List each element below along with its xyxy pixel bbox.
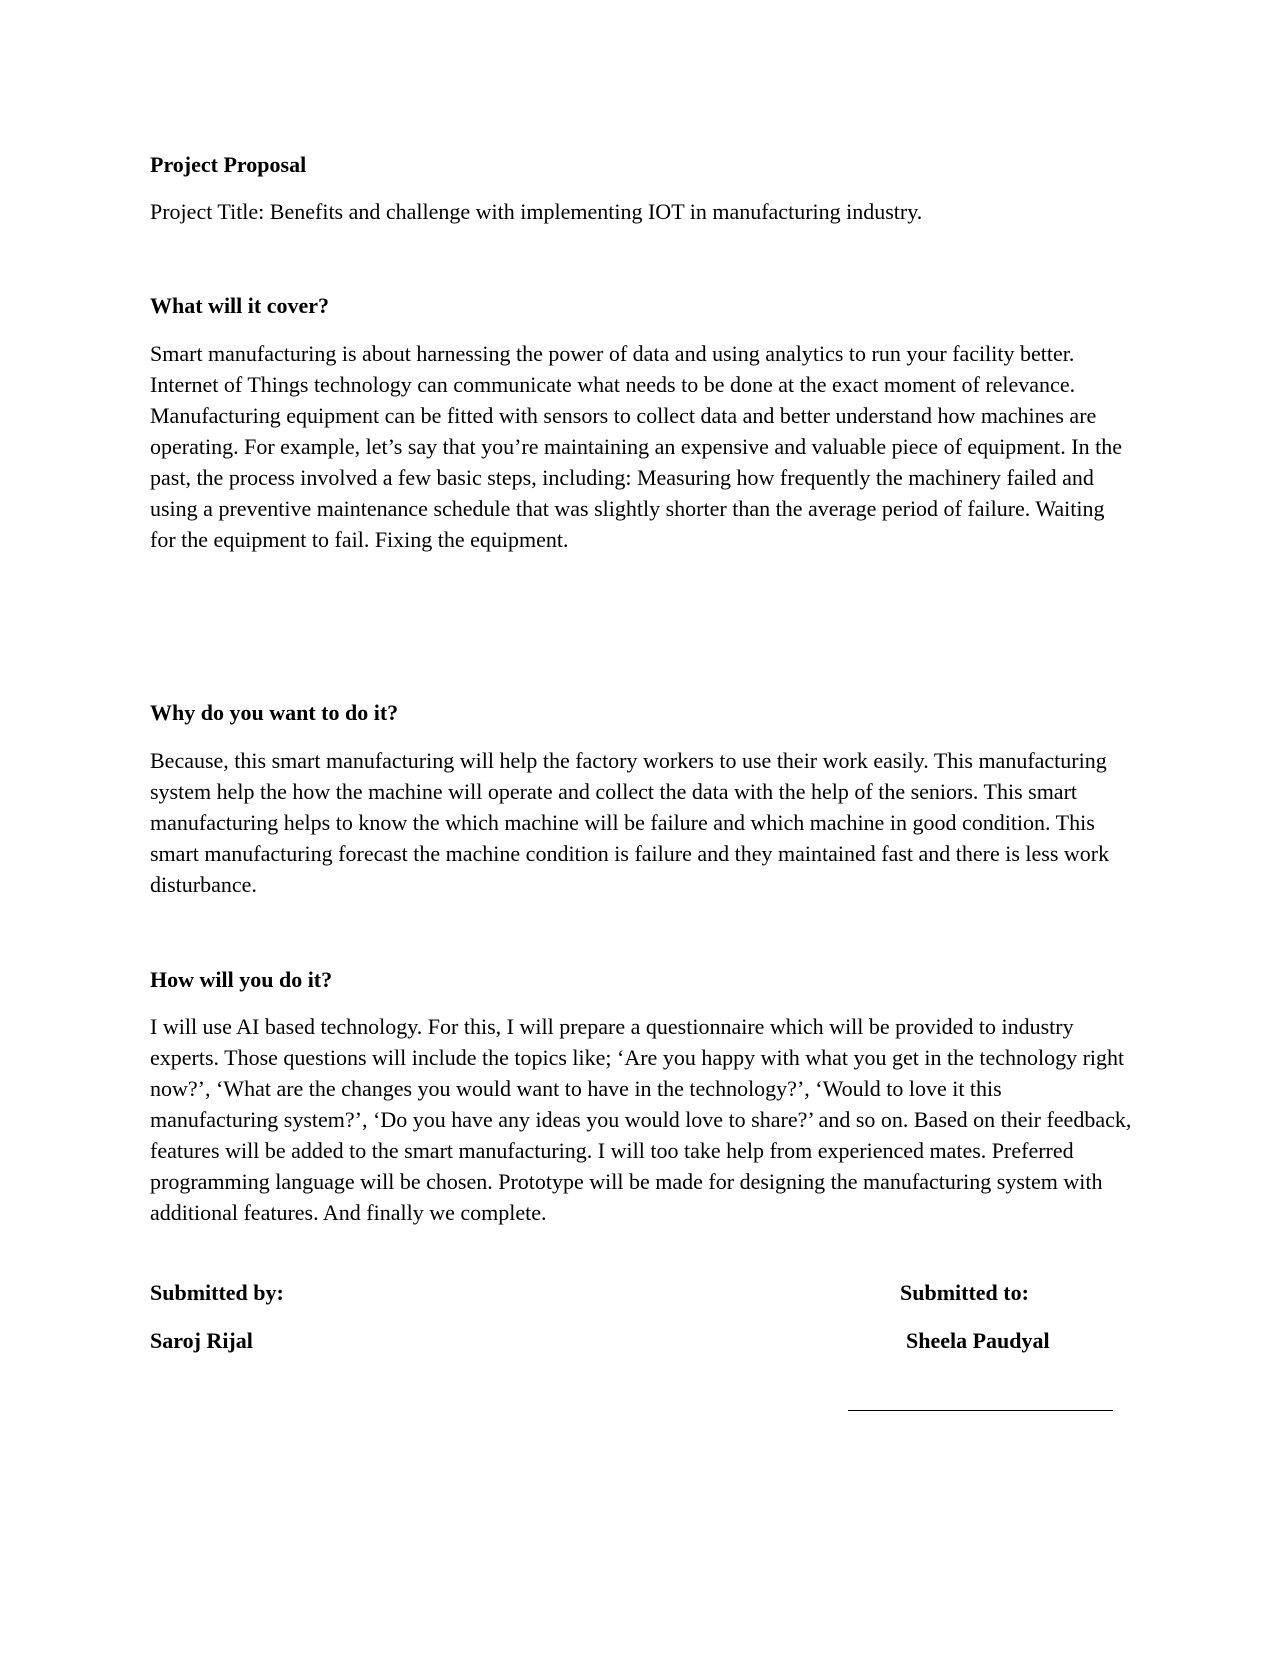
- document-heading: Project Proposal: [150, 152, 307, 177]
- submitted-to-name: Sheela Paudyal: [906, 1328, 1050, 1353]
- section-body-why: Because, this smart manufacturing will help the factory workers to use their work easily. This manufacturing system help the how the machine will operate and collect the data with the help of the seniors. This smart manufacturing helps to know the which machine will be failure and which machine in good condition. This smart manufacturing forecast the machine condition is failure and they maintained fast and there is less work disturbance.: [150, 748, 1110, 897]
- section-heading-what: What will it cover?: [150, 293, 330, 318]
- submitted-by-name: Saroj Rijal: [150, 1328, 253, 1353]
- section-body-how: I will use AI based technology. For this, I will prepare a questionnaire which will be provided to industry experts. Those questions will include the topics like; ‘Are you happy with what you get in the technology right now?’, ‘What are the changes you would want to have in the technology?’, ‘Would to love it this manufacturing system?’, ‘Do you have any ideas you would love to share?’ and so on. Based on their feedback, features will be added to the smart manufacturing. I will too take help from experienced mates. Preferred programming language will be chosen. Prototype will be made for designing the manufacturing system with additional features. And finally we complete.: [150, 1014, 1132, 1225]
- section-heading-why: Why do you want to do it?: [150, 700, 399, 725]
- section-heading-how: How will you do it?: [150, 967, 333, 992]
- signature-line: [848, 1410, 1113, 1411]
- section-body-what: Smart manufacturing is about harnessing the power of data and using analytics to run your facility better. Internet of Things technology can communicate what needs to be done at the exact moment of relevance. Manufacturing equipment can be fitted with sensors to collect data and better understand how machines are operating. For example, let’s say that you’re maintaining an expensive and valuable piece of equipment. In the past, the process involved a few basic steps, including: Measuring how frequently the machinery failed and using a preventive maintenance schedule that was slightly shorter than the average period of failure. Waiting for the equipment to fail. Fixing the equipment.: [150, 341, 1122, 552]
- submitted-by-label: Submitted by:: [150, 1280, 284, 1305]
- submitted-to-label: Submitted to:: [900, 1280, 1029, 1305]
- project-title: Project Title: Benefits and challenge with implementing IOT in manufacturing industry.: [150, 199, 923, 224]
